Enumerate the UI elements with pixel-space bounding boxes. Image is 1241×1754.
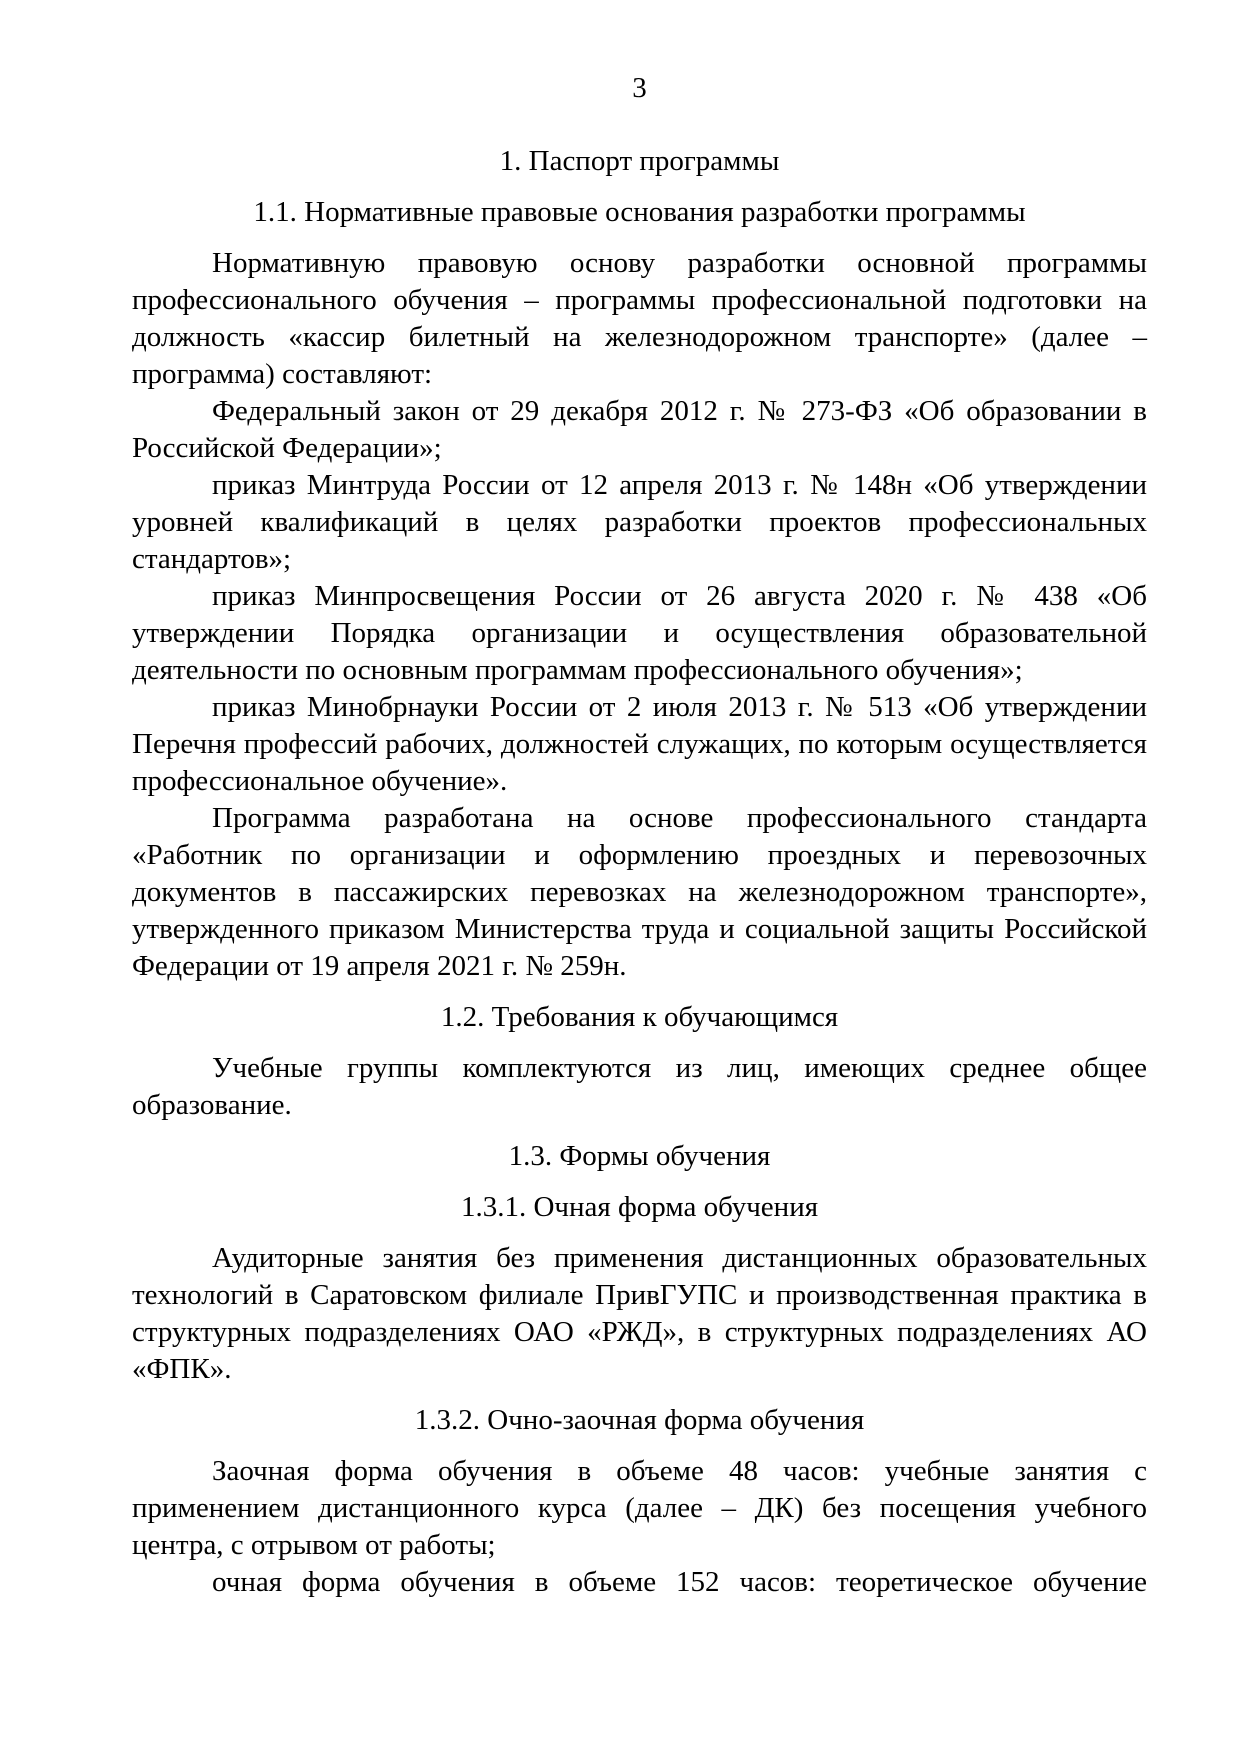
heading-1-3-1-ochnaya-forma: 1.3.1. Очная форма обучения [460, 1191, 819, 1223]
paragraph-minprosveshcheniya-prikaz-438: приказ Минпросвещения России от 26 августа 2020 г. № 438 «Об утверждении Порядка организации и осуществления образовательной деятельности по основным программам профессионального обучения»; [132, 580, 1147, 686]
heading-1-3-formy-obucheniya: 1.3. Формы обучения [508, 1140, 771, 1172]
paragraph-full-time-form: Аудиторные занятия без применения дистанционных образовательных технологий в Саратовском филиале ПривГУПС и производственная практика в структурных подразделениях ОАО «РЖД», в структурных подразделениях АО «ФПК». [132, 1242, 1147, 1385]
paragraph-minobrnauki-prikaz-513: приказ Минобрнауки России от 2 июля 2013 г. № 513 «Об утверждении Перечня профессий рабочих, должностей служащих, по которым осуществляется профессиональное обучение». [132, 691, 1147, 797]
paragraph-professional-standard-259: Программа разработана на основе профессионального стандарта «Работник по организации и оформлению проездных и перевозочных документов в пассажирских перевозках на железнодорожном транспорте», утвержденного приказом Министерства труда и социальной защиты Российской Федерации от 19 апреля 2021 г. № 259н. [132, 802, 1147, 982]
paragraph-full-time-152-hours: очная форма обучения в объеме 152 часов: теоретическое обучение [212, 1566, 1147, 1598]
heading-1-3-2-ochno-zaochnaya-forma: 1.3.2. Очно-заочная форма обучения [414, 1404, 865, 1436]
heading-1-2-trebovaniya: 1.2. Требования к обучающимся [440, 1001, 839, 1033]
paragraph-student-requirements: Учебные группы комплектуются из лиц, имеющих среднее общее образование. [132, 1052, 1147, 1121]
heading-1-pasport-programmy: 1. Паспорт программы [499, 145, 780, 177]
paragraph-mintrud-prikaz-148: приказ Минтруда России от 12 апреля 2013 г. № 148н «Об утверждении уровней квалификаций в целях разработки проектов профессиональных стандартов»; [132, 469, 1147, 575]
heading-1-1-normativnye-osnovaniya: 1.1. Нормативные правовые основания разработки программы [253, 196, 1026, 228]
page-number: 3 [632, 72, 647, 104]
paragraph-part-time-48-hours: Заочная форма обучения в объеме 48 часов: учебные занятия с применением дистанционного курса (далее – ДК) без посещения учебного центра, с отрывом от работы; [132, 1455, 1147, 1561]
paragraph-normative-basis: Нормативную правовую основу разработки основной программы профессионального обучения – программы профессиональной подготовки на должность «кассир билетный на железнодорожном транспорте» (далее – программа) составляют: [132, 247, 1147, 390]
paragraph-federal-law-273: Федеральный закон от 29 декабря 2012 г. № 273-ФЗ «Об образовании в Российской Федерации»; [132, 395, 1147, 464]
